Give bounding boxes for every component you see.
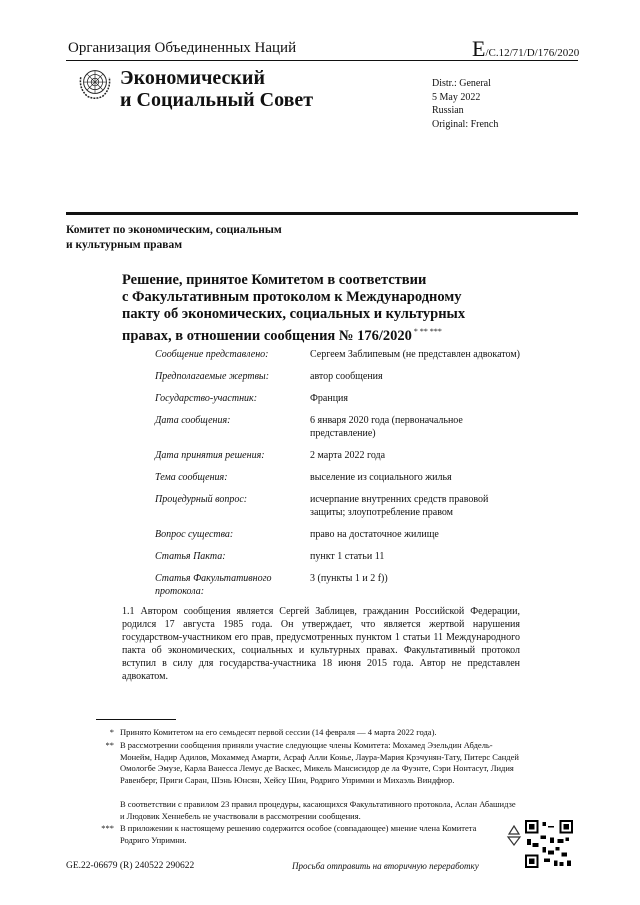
footnote-rule <box>96 719 176 720</box>
council-title-line2: и Социальный Совет <box>120 89 314 111</box>
title-line2: с Факультативным протоколом к Международному <box>122 289 462 305</box>
metadata-label: Дата принятия решения: <box>155 450 265 461</box>
metadata-row <box>155 550 525 563</box>
footnote <box>96 727 521 739</box>
metadata-row <box>155 370 525 383</box>
distribution-original: Original: French <box>432 118 499 130</box>
footnote-mark: * <box>109 727 114 737</box>
metadata-value: пункт 1 статьи 11 <box>310 551 385 562</box>
metadata-row <box>155 414 525 440</box>
metadata-value: право на достаточное жилище <box>310 529 439 540</box>
metadata-label: Статья Факультативного протокола: <box>155 573 272 597</box>
metadata-label: Дата сообщения: <box>155 415 231 426</box>
metadata-label: Процедурный вопрос: <box>155 494 248 505</box>
metadata-row <box>155 528 525 541</box>
header-rule <box>66 60 578 61</box>
metadata-row <box>155 348 525 361</box>
footnote-mark: ** <box>105 740 114 750</box>
un-emblem-icon <box>76 64 114 102</box>
council-title <box>120 67 313 111</box>
footnote <box>96 799 521 822</box>
metadata-label: Государство-участник: <box>155 393 258 404</box>
paragraph-1-1: 1.1 Автором сообщения является Сергей Заблицев, гражданин Российской Федерации, родился 17 августа 1985 года. Он утверждает, что является жертвой нарушения государством-участником его прав, предусмотренных пунктом 1 статьи 11 Международного пакта об экономических, социальных и культурных правах. Факультативный протокол вступил в силу для государства-участника 18 июня 2015 года. Автор не представлен адвокатом. <box>122 606 520 682</box>
section-rule <box>66 212 578 215</box>
metadata-value: выселение из социального жилья <box>310 472 452 483</box>
recycle-icon <box>504 823 524 847</box>
footnote-text: В рассмотрении сообщения приняли участие следующие члены Комитета: Мохамед Эзельдин Абдель-Монейм, Надир Адилов, Мохаммед Амарти, Асраф Алли Конье, Лаура-Мария Крэчунян-Тату, Питерс Сандей Омологбе Эмузе, Карла Ванесса Лемус де Васкес, Микель Мансисидор де ла Фуэнте, Сэри Нонтасут, Лидия Равенберг, Приги Саран, Шэнь Юнсян, Хейсу Шин, Родриго Упримни и Михаэль Виндфюр. <box>120 740 519 785</box>
metadata-value: Франция <box>310 393 348 404</box>
metadata-value: 3 (пункты 1 и 2 f)) <box>310 573 388 584</box>
committee-name <box>66 223 326 253</box>
metadata-row <box>155 449 525 462</box>
organization-name: Организация Объединенных Наций <box>68 40 297 56</box>
metadata-value: автор сообщения <box>310 371 383 382</box>
metadata-label: Вопрос существа: <box>155 529 234 540</box>
symbol-letter: E <box>472 36 486 61</box>
footnote-text: В приложении к настоящему решению содержится особое (совпадающее) мнение члена Комитета Родриго Упримни. <box>120 823 477 845</box>
document-symbol <box>472 36 580 61</box>
recycle-note: Просьба отправить на вторичную переработку <box>292 861 479 871</box>
metadata-value: Сергеем Заблипевым (не представлен адвокатом) <box>310 349 520 360</box>
metadata-value: исчерпание внутренних средств правовой защиты; злоупотребление правом <box>310 494 489 518</box>
metadata-label: Предполагаемые жертвы: <box>155 371 270 382</box>
title-line4: правах, в отношении сообщения № 176/2020 <box>122 327 412 344</box>
metadata-row <box>155 572 525 598</box>
footnote <box>96 823 496 846</box>
title-line1: Решение, принятое Комитетом в соответствии <box>122 272 427 288</box>
job-number: GE.22-06679 (R) 240522 290622 <box>66 861 195 871</box>
footnote-mark: *** <box>101 823 114 833</box>
metadata-row <box>155 392 525 405</box>
title-footnote-marks: * ** *** <box>413 327 442 336</box>
distribution-language: Russian <box>432 105 464 116</box>
metadata-value: 2 марта 2022 года <box>310 450 386 461</box>
committee-line1: Комитет по экономическим, социальным <box>66 224 282 236</box>
council-title-line1: Экономический <box>120 67 265 89</box>
footnote-text: Принято Комитетом на его семьдесят первой сессии (14 февраля — 4 марта 2022 года). <box>120 727 437 737</box>
symbol-number: /C.12/71/D/176/2020 <box>485 47 580 59</box>
distribution-date: 5 May 2022 <box>432 91 481 103</box>
distribution-block <box>432 77 498 131</box>
title-line3: пакту об экономических, социальных и культурных <box>122 306 466 322</box>
metadata-row <box>155 471 525 484</box>
qr-code-icon <box>525 820 573 868</box>
footnote <box>96 740 521 786</box>
distribution-line: Distr.: General <box>432 78 491 89</box>
decision-title <box>122 272 512 345</box>
metadata-value: 6 января 2020 года (первоначальное представление) <box>310 415 463 439</box>
case-metadata <box>155 348 525 607</box>
metadata-label: Сообщение представлено: <box>155 349 269 360</box>
footnote-text: В соответствии с правилом 23 правил процедуры, касающихся Факультативного протокола, Аслан Абашидзе и Людовик Хеннебель не участвовали в рассмотрении сообщения. <box>120 799 516 821</box>
metadata-label: Статья Пакта: <box>155 551 226 562</box>
metadata-row <box>155 493 525 519</box>
committee-line2: и культурным правам <box>66 239 183 251</box>
metadata-label: Тема сообщения: <box>155 472 228 483</box>
